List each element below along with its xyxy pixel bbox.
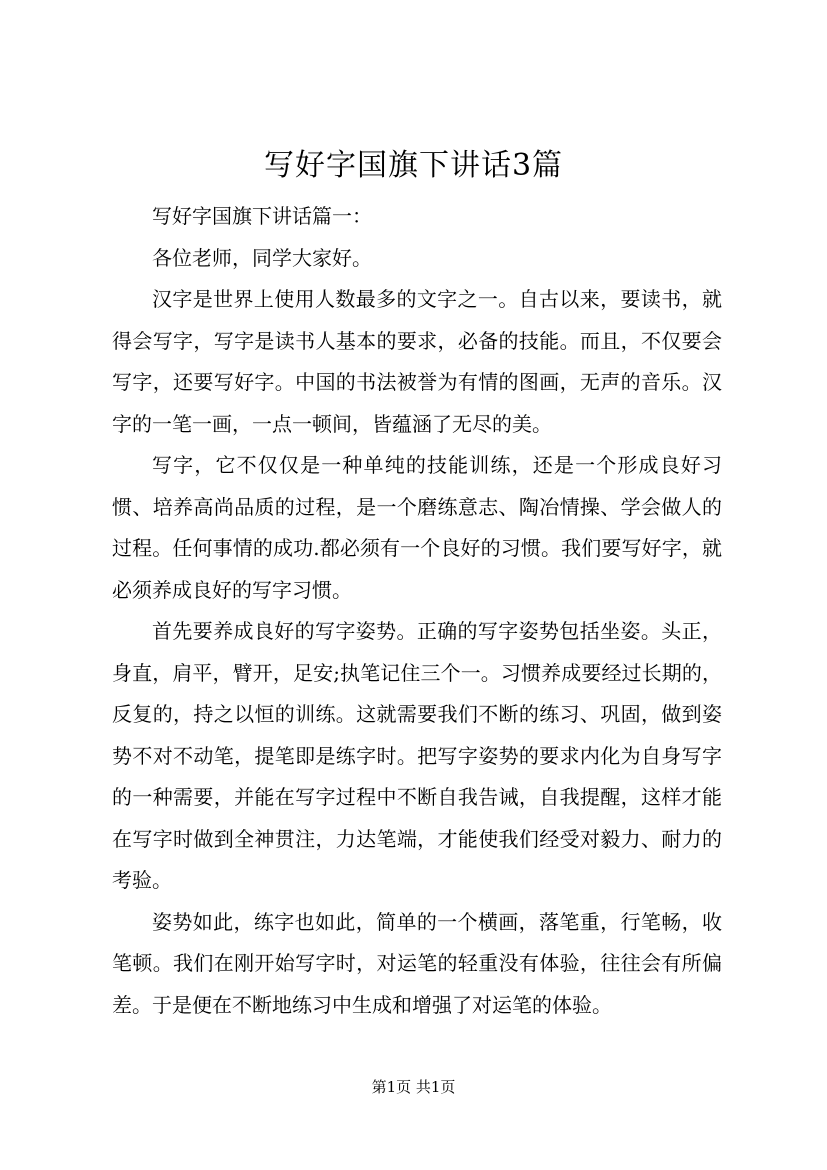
document-title: 写好字国旗下讲话3篇 bbox=[263, 148, 564, 183]
body-paragraph: 汉字是世界上使用人数最多的文字之一。自古以来，要读书，就得会写字，写字是读书人基本的要求，必备的技能。而且，不仅要会写字，还要写好字。中国的书法被誉为有情的图画，无声的音乐。汉字的一笔一画，一点一顿间，皆蕴涵了无尽的美。 bbox=[112, 287, 722, 436]
body-paragraph: 首先要养成良好的写字姿势。正确的写字姿势包括坐姿。头正，身直，肩平，臂开，足安;执笔记住三个一。习惯养成要经过长期的，反复的，持之以恒的训练。这就需要我们不断的练习、巩固，做到姿势不对不动笔，提笔即是练字时。把写字姿势的要求内化为自身写字的一种需要，并能在写字过程中不断自我告诫，自我提醒，这样才能在写字时做到全神贯注，力达笔端，才能使我们经受对毅力、耐力的考验。 bbox=[112, 619, 722, 892]
section-heading: 写好字国旗下讲话篇一： bbox=[152, 204, 372, 228]
body-paragraph: 姿势如此，练字也如此，简单的一个横画，落笔重，行笔畅，收笔顿。我们在刚开始写字时，对运笔的轻重没有体验，往往会有所偏差。于是便在不断地练习中生成和增强了对运笔的体验。 bbox=[112, 909, 722, 1017]
greeting-paragraph: 各位老师，同学大家好。 bbox=[152, 245, 372, 270]
page-number-footer: 第1页 共1页 bbox=[371, 1078, 456, 1096]
body-paragraph: 写字，它不仅仅是一种单纯的技能训练，还是一个形成良好习惯、培养高尚品质的过程，是一个磨练意志、陶冶情操、学会做人的过程。任何事情的成功.都必须有一个良好的习惯。我们要写好字，就必须养成良好的写字习惯。 bbox=[112, 453, 722, 602]
document-body bbox=[112, 196, 722, 1026]
